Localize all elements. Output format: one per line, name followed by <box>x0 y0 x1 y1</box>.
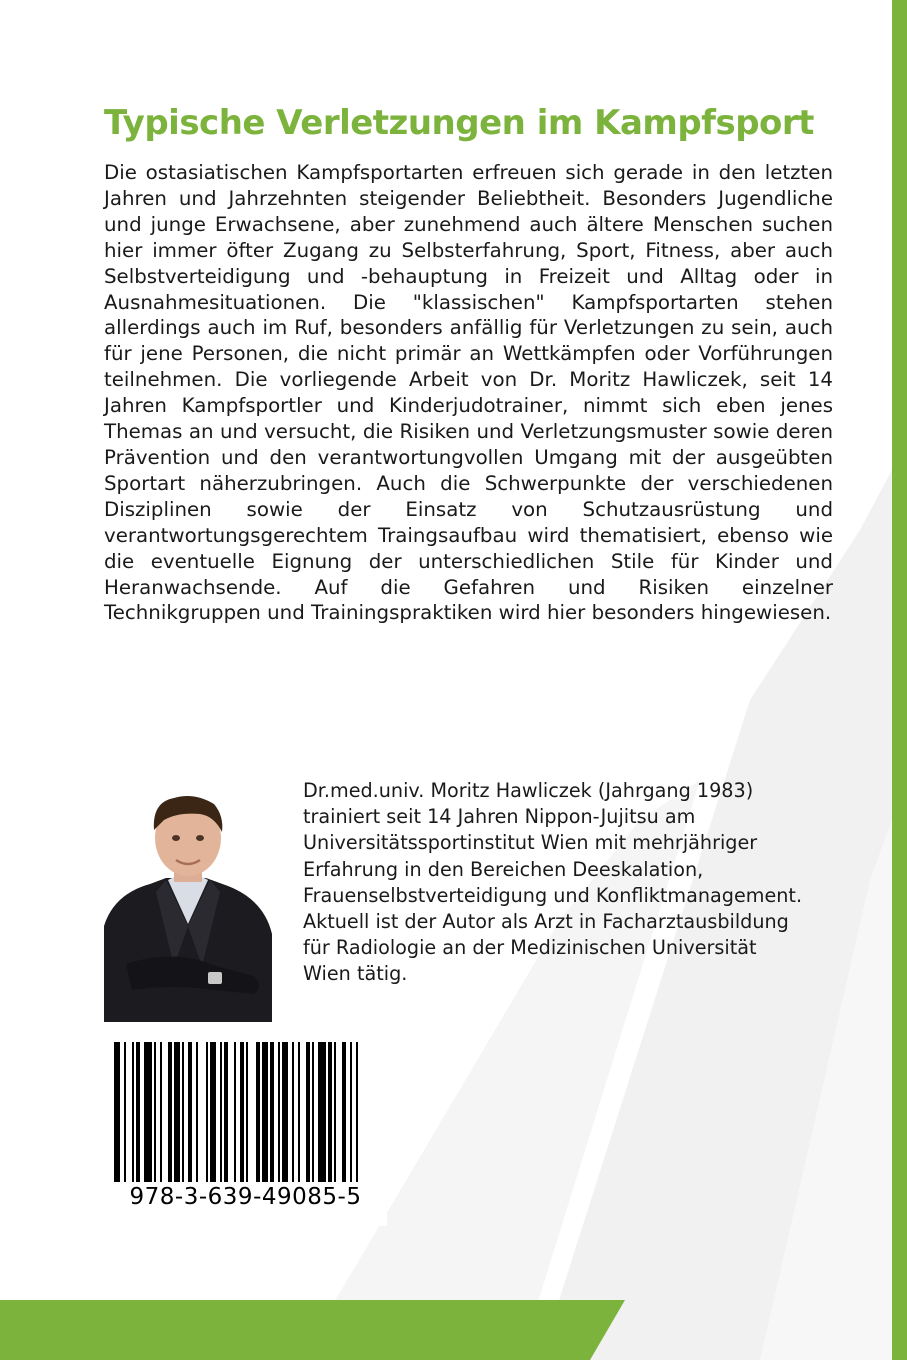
book-description: Die ostasiatischen Kampfsportarten erfreuen sich gerade in den letzten Jahren und Jahrzehnten steigender Beliebtheit. Besonders Jugendliche und junge Erwachsene, aber zunehmend auch ältere Menschen suchen hier immer öfter Zugang zu Selbsterfahrung, Sport, Fitness, aber auch Selbstverteidigung und -behauptung in Freizeit und Alltag oder in Ausnahmesituationen. Die "klassischen" Kampfsportarten stehen allerdings auch im Ruf, besonders anfällig für Verletzungen zu sein, auch für jene Personen, die nicht primär an Wettkämpfen oder Vorführungen teilnehmen. Die vorliegende Arbeit von Dr. Moritz Hawliczek, seit 14 Jahren Kampfsportler und Kinderjudotrainer, nimmt sich eben jenes Themas an und versucht, die Risiken und Verletzungsmuster sowie deren Prävention und den verantwortungvollen Umgang mit der ausgeübten Sportart näherzubringen. Auch die Schwerpunkte der verschiedenen Disziplinen sowie der Einsatz von Schutzausrüstung und verantwortungsgerechtem Traingsaufbau wird thematisiert, ebenso wie die eventuelle Eignung der unterschiedlichen Stile für Kinder und Heranwachsende. Auf die Gefahren und Risiken einzelner Technikgruppen und Trainingspraktiken wird hier besonders hingewiesen. <box>104 161 833 625</box>
barcode-bar <box>182 1042 184 1182</box>
author-bio-line: Erfahrung in den Bereichen Deeskalation, <box>303 857 704 881</box>
barcode-bar <box>206 1042 208 1182</box>
barcode-bar <box>334 1042 336 1182</box>
barcode-bar <box>350 1042 352 1182</box>
author-bio-line: Aktuell ist der Autor als Arzt in Facharztausbildung <box>303 910 789 934</box>
barcode-bar <box>318 1042 326 1182</box>
barcode-bar <box>356 1042 358 1182</box>
barcode-bar <box>210 1042 216 1182</box>
barcode-bar <box>282 1042 288 1182</box>
author-bio-line: trainiert seit 14 Jahren Nippon-Jujitsu am <box>303 805 696 829</box>
barcode-bar <box>174 1042 180 1182</box>
accent-stripe <box>892 0 907 1360</box>
barcode-bar <box>256 1042 260 1182</box>
author-bio-line: Wien tätig. <box>303 962 408 986</box>
barcode-bar <box>278 1042 280 1182</box>
author-bio-line: für Radiologie an der Medizinischen Universität <box>303 936 757 960</box>
barcode-bar <box>298 1042 300 1182</box>
barcode-bar <box>224 1042 228 1182</box>
author-bio <box>303 778 863 988</box>
barcode-bars <box>114 1042 380 1182</box>
barcode-bar <box>154 1042 156 1182</box>
barcode <box>104 1030 387 1226</box>
author-bio-line: Frauenselbstverteidigung und Konfliktmanagement. <box>303 883 803 907</box>
barcode-bar <box>246 1042 248 1182</box>
barcode-bar <box>196 1042 198 1182</box>
barcode-bar <box>124 1042 126 1182</box>
author-photo <box>104 776 272 1022</box>
author-portrait-image <box>104 776 272 1022</box>
barcode-bar <box>114 1042 120 1182</box>
barcode-bar <box>168 1042 172 1182</box>
barcode-bar <box>262 1042 268 1182</box>
barcode-bar <box>306 1042 310 1182</box>
barcode-bar <box>312 1042 314 1182</box>
barcode-bar <box>270 1042 274 1182</box>
isbn-number: 978-3-639-49085-5 <box>129 1184 362 1210</box>
barcode-bar <box>220 1042 222 1182</box>
barcode-bar <box>328 1042 332 1182</box>
barcode-bar <box>188 1042 192 1182</box>
barcode-bar <box>132 1042 134 1182</box>
bottom-accent-band <box>0 1300 907 1360</box>
book-title: Typische Verletzungen im Kampfsport <box>104 103 814 143</box>
barcode-bar <box>342 1042 346 1182</box>
barcode-bar <box>292 1042 294 1182</box>
barcode-bar <box>136 1042 140 1182</box>
barcode-bar <box>144 1042 152 1182</box>
barcode-bar <box>240 1042 244 1182</box>
barcode-bar <box>160 1042 162 1182</box>
barcode-bar <box>234 1042 236 1182</box>
author-bio-line: Dr.med.univ. Moritz Hawliczek (Jahrgang 1983) <box>303 779 754 802</box>
author-bio-line: Universitätssportinstitut Wien mit mehrjähriger <box>303 831 758 855</box>
